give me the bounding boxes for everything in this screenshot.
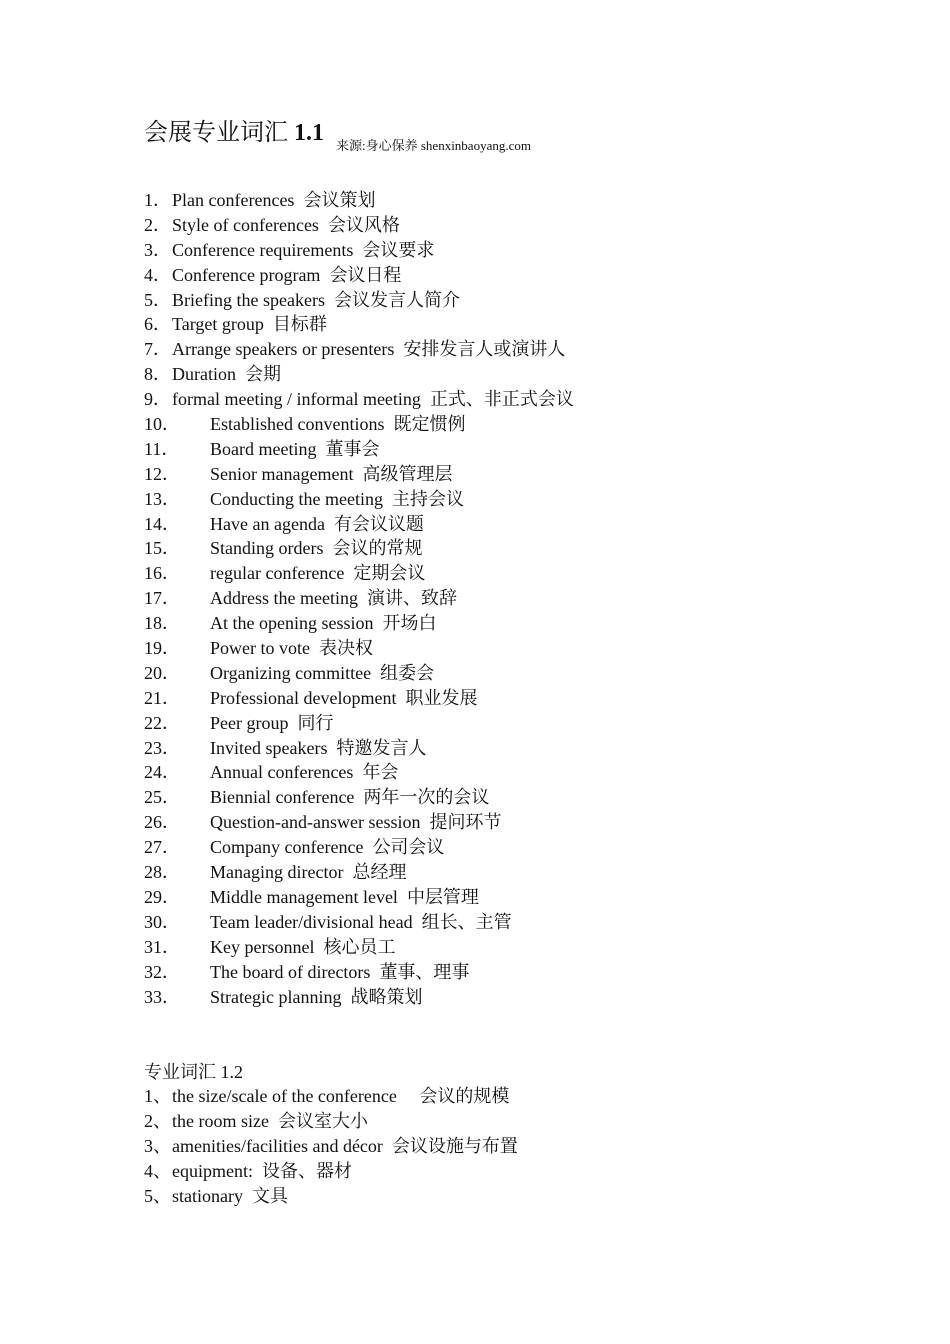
item-chinese: 两年一次的会议 [363,787,490,808]
list-item [144,561,574,586]
item-chinese: 总经理 [352,862,407,883]
item-english: Strategic planning [210,986,342,1007]
item-english: Style of conferences [172,214,319,235]
list-item [144,213,574,238]
item-english: Managing director [210,862,344,883]
item-english: Have an agenda [210,513,325,534]
item-index: 3、 [144,1135,171,1156]
item-chinese: 表决权 [318,638,373,659]
item-english: Question-and-answer session [210,812,421,833]
item-index: 29． [144,886,180,907]
item-english: The board of directors [210,961,371,982]
item-english: formal meeting / informal meeting [172,389,421,410]
item-index: 19． [144,638,180,659]
item-english: Invited speakers [210,737,328,758]
item-chinese: 战略策划 [350,986,423,1007]
list-item [144,1184,518,1209]
item-english: Address the meeting [210,588,358,609]
source-note: 来源:身心保养 shenxinbaoyang.com [336,138,531,153]
list-item [144,1084,518,1109]
item-index: 1． [144,190,171,210]
page-title [144,116,324,150]
item-index: 2、 [144,1110,171,1131]
item-english: Arrange speakers or presenters [172,339,395,360]
item-chinese: 既定惯例 [393,414,466,435]
item-index: 18． [144,613,180,634]
list-item [144,1159,518,1184]
item-index: 30． [144,911,180,932]
item-english: Middle management level [210,886,398,907]
item-english: At the opening session [210,613,374,634]
item-english: Power to vote [210,638,310,659]
item-index: 22． [144,712,180,733]
item-english: Annual conferences [210,762,354,783]
title-cn: 会展专业词汇 [144,120,288,146]
item-index: 23． [144,737,180,758]
list-item [144,263,574,288]
item-chinese: 会议的规模 [419,1086,510,1106]
item-english: regular conference [210,563,345,584]
item-index: 24． [144,762,180,783]
item-chinese: 会议的常规 [332,538,423,559]
list-item [144,960,574,985]
list-item [144,337,574,362]
section-2-title: 专业词汇 1.2 [144,1062,243,1082]
item-chinese: 会议策划 [303,190,376,210]
item-index: 4、 [144,1160,171,1181]
item-chinese: 定期会议 [353,563,426,584]
item-english: Established conventions [210,414,385,435]
list-item [144,885,574,910]
item-english: Senior management [210,463,354,484]
list-item [144,487,574,512]
item-index: 33． [144,986,180,1007]
item-chinese: 特邀发言人 [336,737,427,758]
list-item [144,387,574,412]
item-index: 4． [144,264,171,285]
item-chinese: 主持会议 [391,488,464,509]
item-index: 13． [144,488,180,509]
item-chinese: 年会 [362,762,399,783]
item-chinese: 职业发展 [405,687,478,708]
item-chinese: 安排发言人或演讲人 [403,339,566,360]
item-english: stationary [172,1185,243,1206]
list-item [144,661,574,686]
list-item [144,586,574,611]
item-english: the size/scale of the conference [172,1086,397,1106]
item-chinese: 董事会 [325,438,380,459]
list-item [144,312,574,337]
item-index: 32． [144,961,180,982]
list-item [144,935,574,960]
item-index: 12． [144,463,180,484]
item-english: Briefing the speakers [172,289,325,310]
item-english: Board meeting [210,438,317,459]
list-item [144,860,574,885]
item-chinese: 会议日程 [329,264,402,285]
item-chinese: 提问环节 [429,812,502,833]
item-chinese: 会期 [244,364,281,385]
item-index: 17． [144,588,180,609]
item-chinese: 开场白 [382,613,437,634]
list-item [144,1109,518,1134]
item-english: Company conference [210,837,364,858]
list-item [144,362,574,387]
item-chinese: 正式、非正式会议 [429,389,574,410]
list-item [144,810,574,835]
item-index: 2． [144,214,171,235]
item-index: 25． [144,787,180,808]
list-item [144,1134,518,1159]
item-index: 15． [144,538,180,559]
item-english: Key personnel [210,936,315,957]
item-index: 21． [144,687,180,708]
list-item [144,288,574,313]
list-item [144,711,574,736]
title-number: 1.1 [294,120,324,146]
item-chinese: 会议设施与布置 [391,1135,518,1156]
item-english: Conducting the meeting [210,488,383,509]
list-item [144,736,574,761]
item-chinese: 董事、理事 [379,961,470,982]
list-item [144,188,574,213]
item-chinese: 会议发言人简介 [333,289,460,310]
item-chinese: 组委会 [380,662,435,683]
item-english: Team leader/divisional head [210,911,413,932]
vocabulary-list-1 [144,188,574,1009]
item-chinese: 目标群 [272,314,327,335]
item-index: 16． [144,563,180,584]
list-item [144,238,574,263]
item-chinese: 演讲、致辞 [366,588,457,609]
item-english: amenities/facilities and décor [172,1135,383,1156]
item-index: 3． [144,239,171,260]
item-chinese: 有会议议题 [333,513,424,534]
item-english: Professional development [210,687,397,708]
list-item [144,437,574,462]
item-index: 11． [144,438,180,459]
item-english: Conference requirements [172,239,354,260]
item-index: 5． [144,289,171,310]
item-chinese: 设备、器材 [261,1160,352,1181]
list-item [144,536,574,561]
item-chinese: 组长、主管 [421,911,512,932]
item-index: 9． [144,389,171,410]
item-chinese: 核心员工 [323,936,396,957]
item-index: 14． [144,513,180,534]
list-item [144,910,574,935]
item-index: 10． [144,414,180,435]
list-item [144,462,574,487]
item-english: Organizing committee [210,662,372,683]
item-english: Standing orders [210,538,324,559]
item-index: 27． [144,837,180,858]
item-chinese: 会议风格 [327,214,400,235]
item-index: 5、 [144,1185,171,1206]
item-english: Biennial conference [210,787,355,808]
item-english: equipment: [172,1160,253,1181]
item-chinese: 会议室大小 [277,1110,368,1131]
item-index: 20． [144,662,180,683]
item-english: Duration [172,364,236,385]
item-english: Target group [172,314,264,335]
list-item [144,611,574,636]
item-index: 26． [144,812,180,833]
list-item [144,636,574,661]
item-chinese: 公司会议 [372,837,445,858]
item-english: Conference program [172,264,321,285]
list-item [144,985,574,1010]
item-chinese: 文具 [251,1185,288,1206]
list-item [144,785,574,810]
item-index: 6． [144,314,171,335]
list-item [144,412,574,437]
item-english: the room size [172,1110,269,1131]
title-row [144,116,531,153]
item-index: 8． [144,364,171,385]
item-chinese: 高级管理层 [362,463,453,484]
vocabulary-list-2 [144,1084,518,1208]
item-index: 7． [144,339,171,360]
list-item [144,835,574,860]
item-english: Peer group [210,712,289,733]
item-index: 28． [144,862,180,883]
item-chinese: 会议要求 [362,239,435,260]
item-chinese: 中层管理 [406,886,479,907]
item-chinese: 同行 [297,712,334,733]
item-index: 31． [144,936,180,957]
list-item [144,760,574,785]
item-english: Plan conferences [172,190,295,210]
list-item [144,512,574,537]
list-item [144,686,574,711]
item-index: 1、 [144,1086,171,1106]
